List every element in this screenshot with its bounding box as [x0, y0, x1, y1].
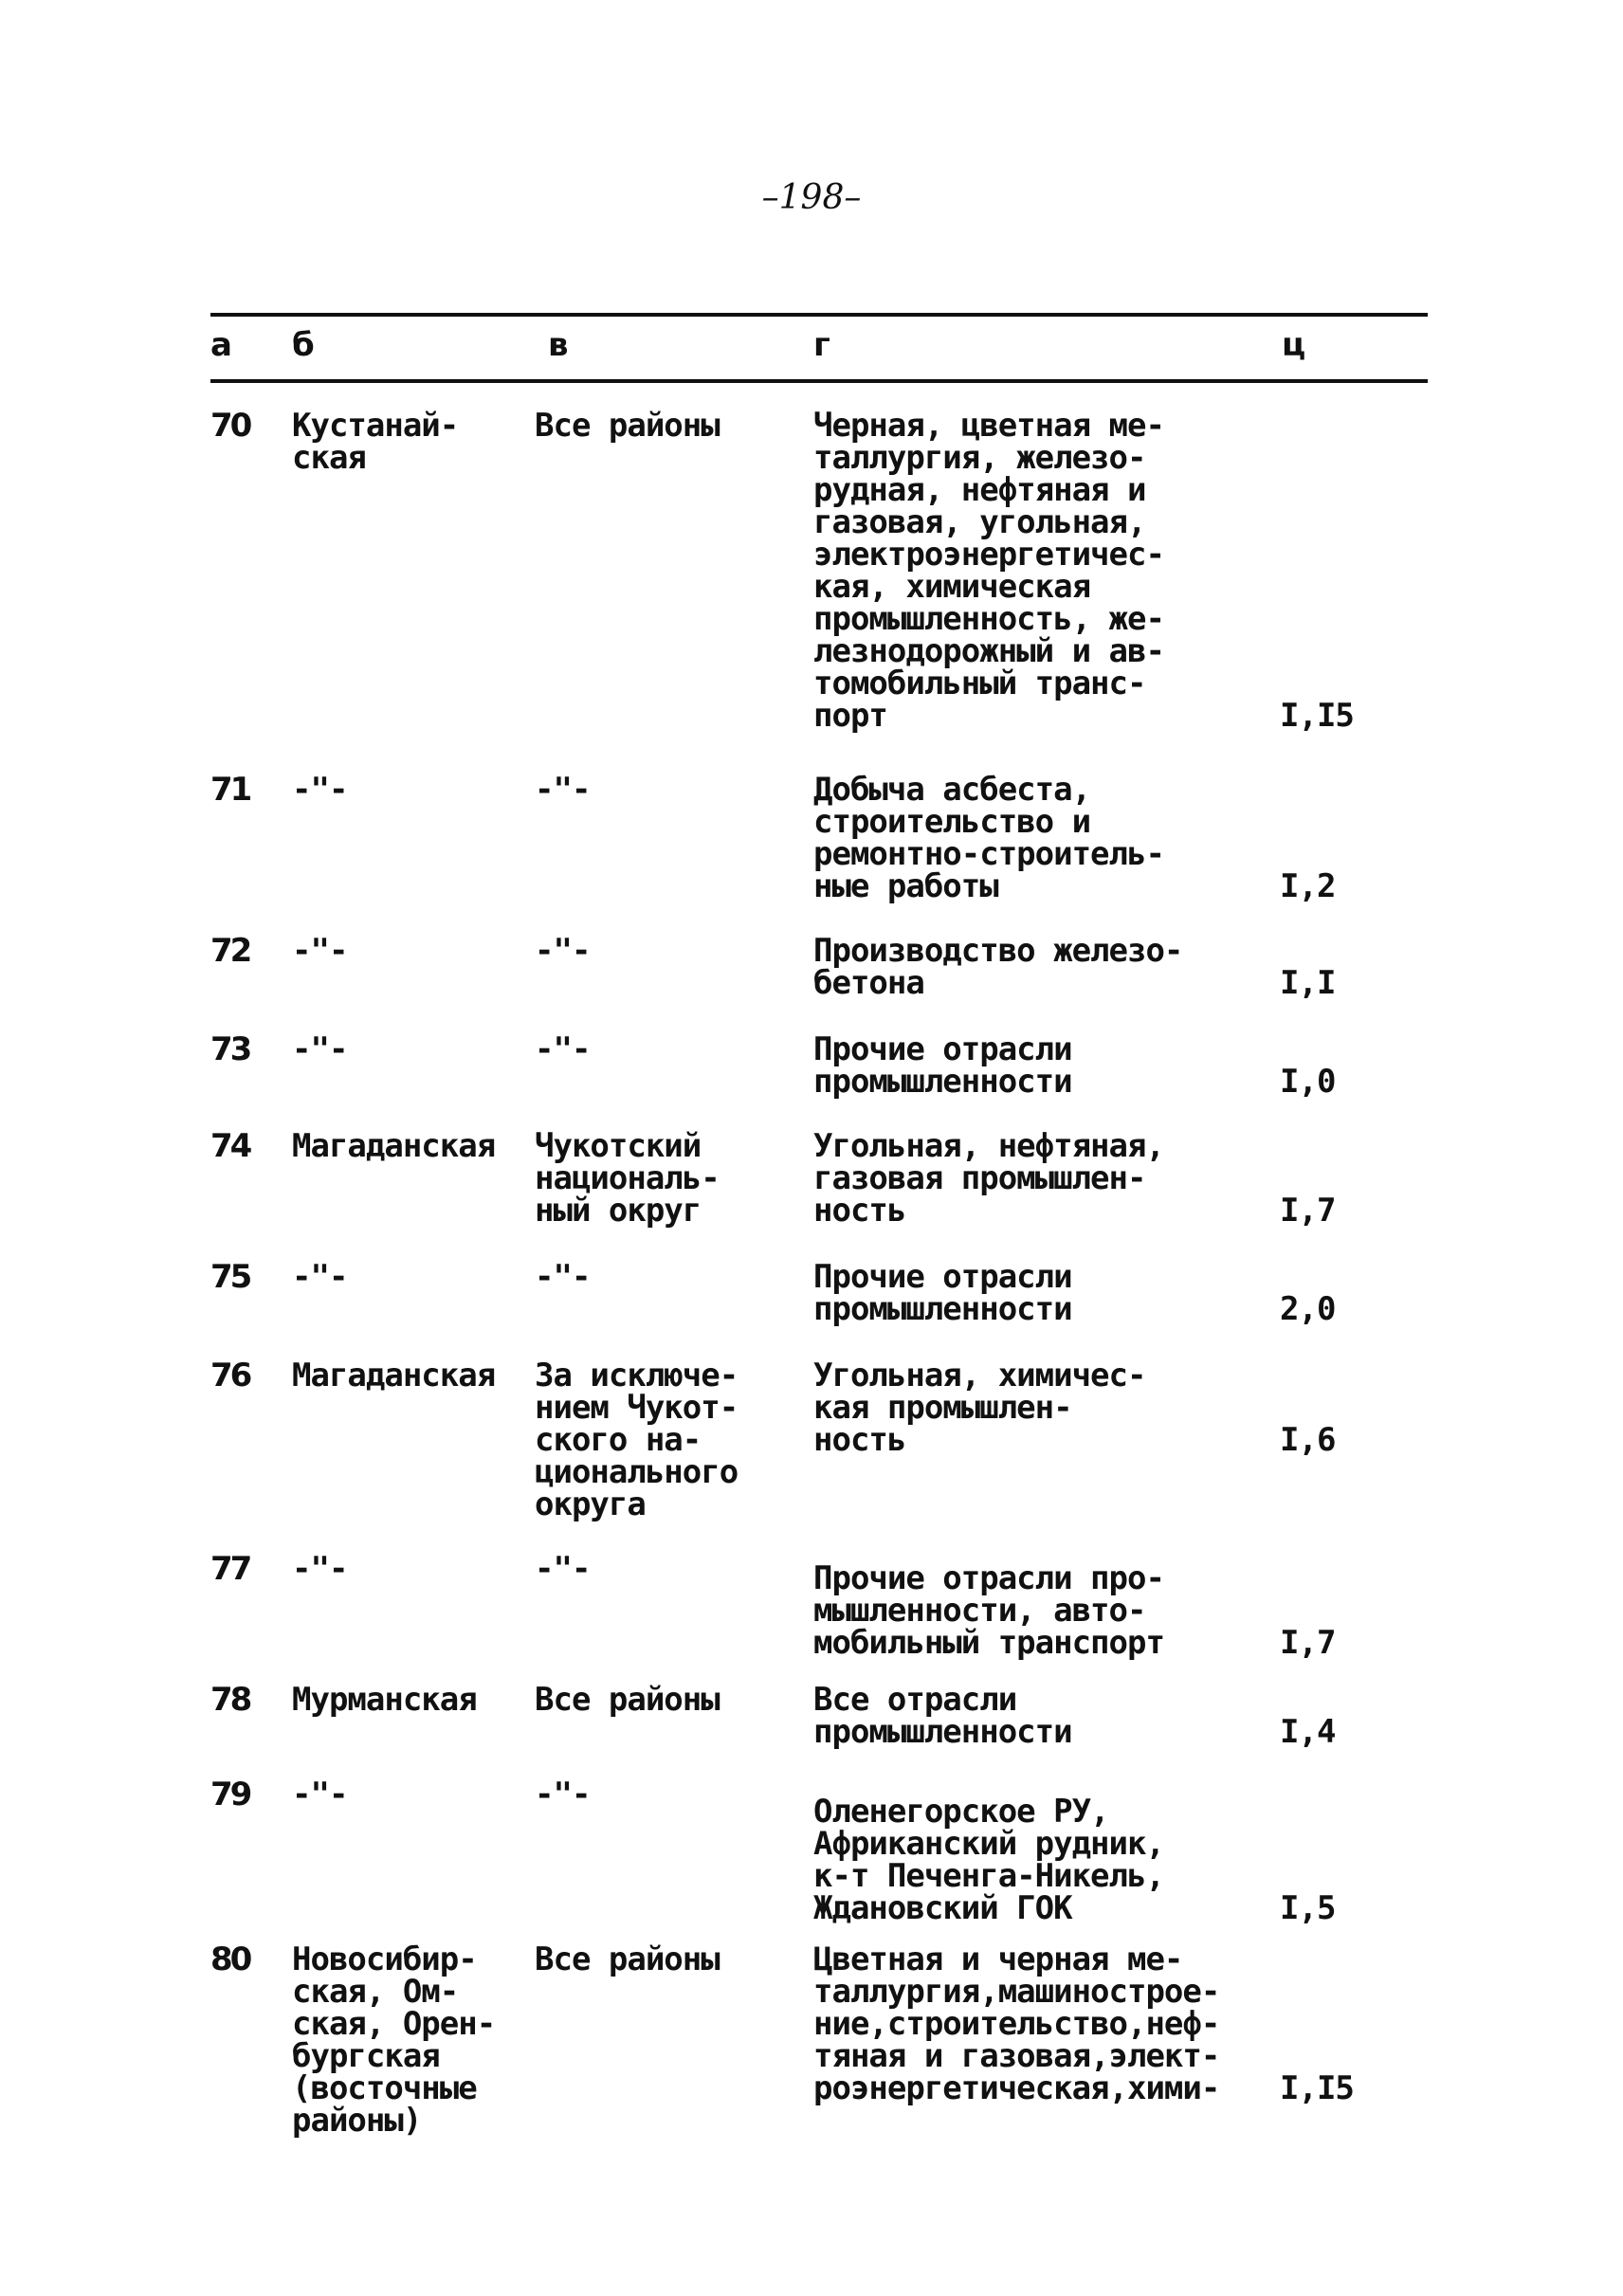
row-number: 71 — [210, 771, 250, 809]
row-number: 70 — [210, 407, 250, 445]
row-number: 80 — [210, 1941, 250, 1978]
district-cell: -"- — [535, 1776, 591, 1813]
row-number: 78 — [210, 1681, 250, 1719]
column-header-a: а — [210, 326, 232, 364]
industry-cell: Черная, цветная ме- таллургия, железо- рудная, нефтяная и газовая, угольная, электроэнергетичес- кая, химическая промышленность, же- лезнодорожный и ав- томобильный транс- порт — [813, 407, 1164, 735]
page-number: –198– — [761, 178, 862, 217]
region-cell: Магаданская — [292, 1357, 496, 1394]
coefficient-cell: I,6 — [1280, 1421, 1336, 1459]
coefficient-cell: I,2 — [1280, 867, 1336, 905]
row-number: 72 — [210, 932, 250, 970]
region-cell: Мурманская — [292, 1681, 477, 1719]
region-cell: -"- — [292, 1550, 348, 1588]
industry-cell: Прочие отрасли промышленности — [813, 1030, 1072, 1101]
industry-cell: Добыча асбеста, строительство и ремонтно-строитель- ные работы — [813, 771, 1164, 905]
row-number: 74 — [210, 1127, 250, 1165]
industry-cell: Прочие отрасли промышленности — [813, 1258, 1072, 1328]
row-number: 75 — [210, 1258, 250, 1296]
column-header-g: г — [813, 326, 830, 364]
industry-cell: Все отрасли промышленности — [813, 1681, 1072, 1751]
industry-cell: Угольная, нефтяная, газовая промышлен- ность — [813, 1127, 1164, 1230]
region-cell: -"- — [292, 932, 348, 970]
region-cell: Новосибир- ская, Ом- ская, Орен- бургская (восточные районы) — [292, 1941, 496, 2140]
region-cell: -"- — [292, 1258, 348, 1296]
row-number: 79 — [210, 1776, 250, 1813]
district-cell: Все районы — [535, 1941, 720, 1978]
region-cell: -"- — [292, 1776, 348, 1813]
table-top-rule — [210, 313, 1428, 317]
district-cell: Чукотский националь- ный округ — [535, 1127, 720, 1230]
district-cell: Все районы — [535, 407, 720, 445]
region-cell: -"- — [292, 771, 348, 809]
district-cell: -"- — [535, 1258, 591, 1296]
industry-cell: Угольная, химичес- кая промышлен- ность — [813, 1357, 1146, 1459]
region-cell: -"- — [292, 1030, 348, 1068]
district-cell: -"- — [535, 1550, 591, 1588]
district-cell: -"- — [535, 771, 591, 809]
coefficient-cell: I,5 — [1280, 1889, 1336, 1927]
district-cell: За исключе- нием Чукот- ского на- ционального округа — [535, 1357, 739, 1523]
coefficient-cell: I,I5 — [1280, 697, 1354, 735]
row-number: 76 — [210, 1357, 250, 1394]
coefficient-cell: 2,0 — [1280, 1290, 1336, 1328]
industry-cell: Прочие отрасли про- мышленности, авто- мобильный транспорт — [813, 1559, 1164, 1662]
row-number: 73 — [210, 1030, 250, 1068]
district-cell: -"- — [535, 1030, 591, 1068]
industry-cell: Цветная и черная ме- таллургия,машинострое- ние,строительство,неф- тяная и газовая,элект- роэнергетическая,хими- — [813, 1941, 1220, 2107]
column-header-ts: ц — [1282, 326, 1306, 364]
region-cell: Кустанай- ская — [292, 407, 459, 477]
table-header-rule — [210, 379, 1428, 383]
column-header-v: в — [548, 326, 569, 364]
coefficient-cell: I,I5 — [1280, 2069, 1354, 2107]
district-cell: Все районы — [535, 1681, 720, 1719]
coefficient-cell: I,I — [1280, 964, 1336, 1002]
region-cell: Магаданская — [292, 1127, 496, 1165]
coefficient-cell: I,4 — [1280, 1713, 1336, 1751]
coefficient-cell: I,0 — [1280, 1063, 1336, 1101]
coefficient-cell: I,7 — [1280, 1624, 1336, 1662]
industry-cell: Оленегорское РУ, Африканский рудник, к-т Печенга-Никель, Ждановский ГОК — [813, 1793, 1164, 1927]
coefficient-cell: I,7 — [1280, 1192, 1336, 1230]
industry-cell: Производство железо- бетона — [813, 932, 1183, 1002]
row-number: 77 — [210, 1550, 250, 1588]
column-header-b: б — [292, 326, 315, 364]
district-cell: -"- — [535, 932, 591, 970]
